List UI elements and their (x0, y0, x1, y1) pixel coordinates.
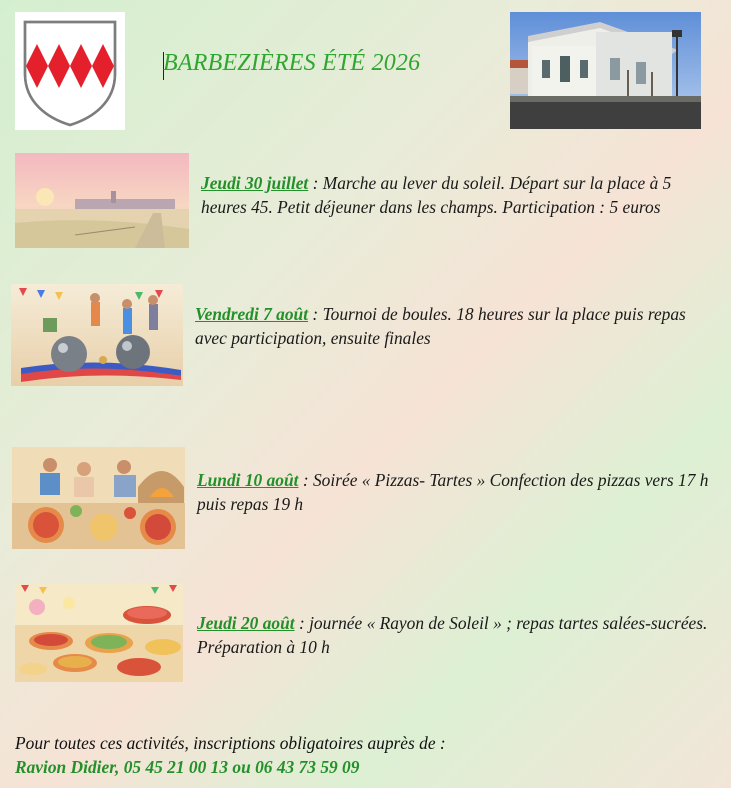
event-2-description: Tournoi de boules. 18 heures sur la place puis repas avec participation, ensuite finales (195, 304, 686, 348)
shield-icon (15, 12, 125, 130)
event-4-separator: : (294, 613, 310, 633)
contact-line: Ravion Didier, 05 45 21 00 13 ou 06 43 73 59 09 (15, 757, 360, 777)
event-3-date: Lundi 10 août (197, 470, 299, 490)
event-4-text (197, 611, 713, 659)
event-1-date: Jeudi 30 juillet (201, 173, 309, 193)
event-4-date: Jeudi 20 août (197, 613, 295, 633)
event-1-description: Marche au lever du soleil. Départ sur la place à 5 heures 45. Petit déjeuner dans les champs. Participation : 5 euros (201, 173, 672, 217)
tarts-table-illustration (15, 583, 183, 682)
event-3-separator: : (298, 470, 313, 490)
event-2-separator: : (308, 304, 323, 324)
event-2-text (195, 302, 713, 350)
village-hall-photo (510, 12, 701, 129)
petanque-illustration (11, 284, 183, 386)
page-title: BARBEZIÈRES ÉTÉ 2026 (163, 50, 421, 76)
event-1-separator: : (308, 173, 323, 193)
sunrise-village-illustration (15, 153, 189, 248)
registration-note: Pour toutes ces activités, inscriptions obligatoires auprès de : (15, 733, 446, 753)
event-1-text (201, 171, 716, 219)
pizza-party-illustration (12, 447, 185, 549)
event-3-text (197, 468, 713, 516)
event-3-description: Soirée « Pizzas- Tartes » Confection des pizzas vers 17 h puis repas 19 h (197, 470, 709, 514)
event-4-description: journée « Rayon de Soleil » ; repas tartes salées-sucrées. Préparation à 10 h (197, 613, 708, 657)
crest-image (15, 12, 125, 130)
event-2-date: Vendredi 7 août (195, 304, 309, 324)
